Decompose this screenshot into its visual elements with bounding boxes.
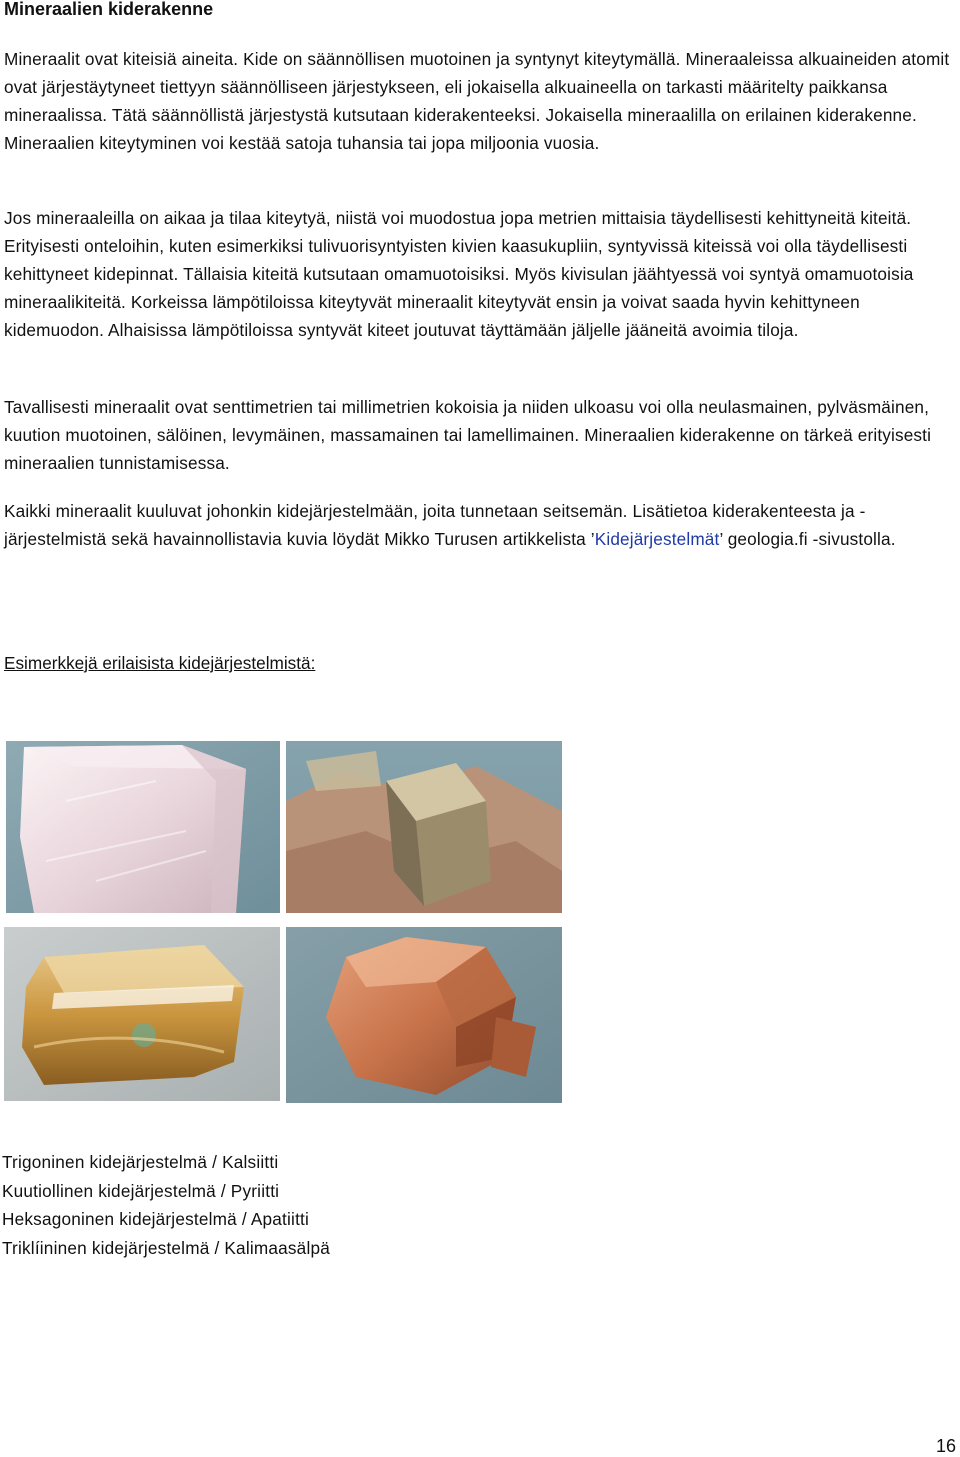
example-captions bbox=[2, 1148, 330, 1262]
paragraph-intro: Mineraalit ovat kiteisiä aineita. Kide on säännöllisen muotoinen ja syntynyt kiteytymällä. Mineraaleissa alkuaineiden atomit ovat järjestäytyneet tiettyyn säännölliseen järjestykseen, eli jokaisella alkuaineella on tarkasti määritelty paikkansa mineraalissa. Tätä säännöllistä järjestystä kutsutaan kiderakenteeksi. Jokaisella mineraalilla on erilainen kiderakenne. Mineraalien kiteytyminen voi kestää satoja tuhansia tai jopa miljoonia vuosia. bbox=[4, 49, 950, 153]
caption-item: Heksagoninen kidejärjestelmä / Apatiitti bbox=[2, 1209, 310, 1229]
examples-heading: Esimerkkejä erilaisista kidejärjestelmistä: bbox=[4, 653, 316, 673]
page-title: Mineraalien kiderakenne bbox=[4, 0, 214, 19]
caption-item: Kuutiollinen kidejärjestelmä / Pyriitti bbox=[2, 1180, 280, 1201]
caption-item: Trigoninen kidejärjestelmä / Kalsiitti bbox=[2, 1152, 279, 1172]
paragraph-crystallization: Jos mineraaleilla on aikaa ja tilaa kiteytyä, niistä voi muodostua jopa metrien mittaisia täydellisesti kehittyneitä kiteitä. Erityisesti onteloihin, kuten esimerkiksi tulivuorisyntyisten kivien kaasukupliin, syntyvissä kiteissä voi olla täydellisesti kehittyneet kidepinnat. Tällaisia kiteitä kutsutaan omamuotoisiksi. Myös kivisulan jäähtyessä voi syntyä omamuotoisia mineraalikiteitä. Korkeissa lämpötiloissa kiteytyvät mineraalit kiteytyvät ensin ja voivat saada hyvin kehittyneen kidemuodon. Alhaisissa lämpötiloissa syntyvät kiteet joutuvat täyttämään jäljelle jääneitä avoimia tiloja. bbox=[4, 208, 914, 340]
article-link[interactable]: Kidejärjestelmät bbox=[594, 529, 720, 549]
caption-item: Triklíininen kidejärjestelmä / Kalimaasälpä bbox=[2, 1237, 330, 1258]
page-number: 16 bbox=[935, 1436, 956, 1456]
apatite-photo bbox=[4, 927, 280, 1101]
paragraph-habits: Tavallisesti mineraalit ovat senttimetrien tai millimetrien kokoisia ja niiden ulkoasu voi olla neulasmainen, pylväsmäinen, kuution muotoinen, sälöinen, levymäinen, massamainen tai lamellimainen. Mineraalien kiderakenne on tärkeä erityisesti mineraalien tunnistamisessa. bbox=[4, 397, 932, 473]
pyrite-photo bbox=[286, 741, 562, 913]
microcline-photo bbox=[286, 927, 562, 1103]
paragraph-text: ’ geologia.fi -sivustolla. bbox=[719, 529, 896, 549]
paragraph-text: Kaikki mineraalit kuuluvat johonkin kidejärjestelmään, joita tunnetaan seitsemän. Lisätietoa kiderakenteesta ja -järjestelmistä sekä havainnollistavia kuvia löydät Mikko Turusen artikkelista ’ bbox=[4, 501, 866, 549]
calcite-photo bbox=[6, 741, 280, 913]
paragraph-crystal-systems bbox=[4, 497, 960, 553]
